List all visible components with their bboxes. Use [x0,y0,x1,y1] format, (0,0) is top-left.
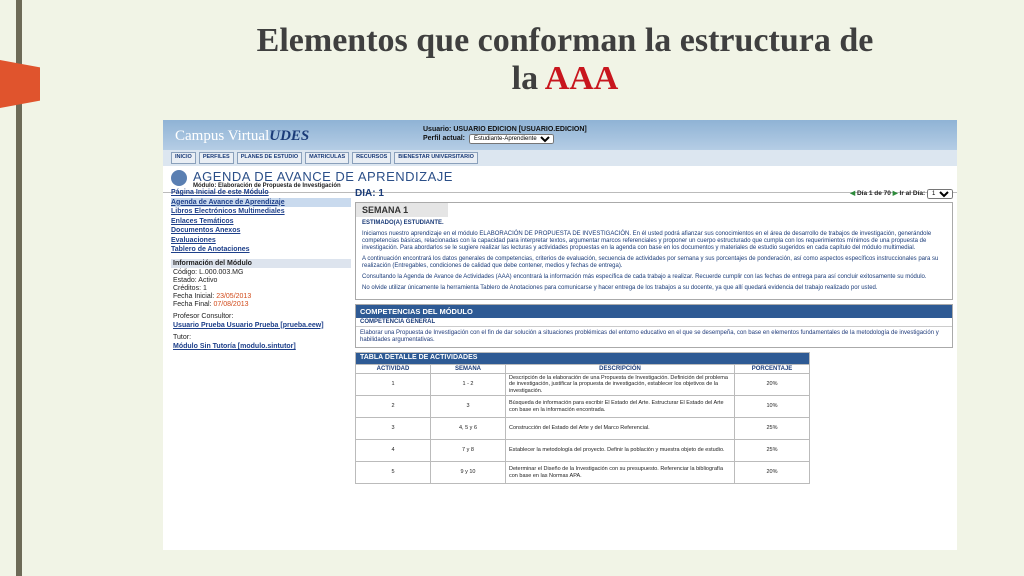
user-box: Usuario: USUARIO EDICION [USUARIO.EDICION] Perfil actual: Estudiante-Aprendiente [423,125,587,144]
embedded-screenshot [163,120,957,550]
week-panel [355,202,953,300]
table-row: 3 4, 5 y 6 Construcción del Estado del Arte y del Marco Referencial. 25% [356,418,810,440]
globe-icon [171,170,187,186]
table-row: 4 7 y 8 Establecer la metodología del proyecto. Definir la población y muestra objeto de estudio. 25% [356,440,810,462]
slide-arrow-shape [0,60,40,108]
tutor-link[interactable]: Módulo Sin Tutoría [modulo.sintutor] [173,343,296,350]
goto-day-select[interactable] [927,189,953,199]
competencia-text: Elaborar una Propuesta de Investigación con el fin de dar solución a situaciones problémicas del entorno educativo en el que se desempeña, con base en elementos fundamentales de la metodología de investigación y habilidades argumentativas. [360,330,939,343]
sidebar-link-documents[interactable]: Documentos Anexos [171,227,241,234]
day-row [355,188,953,202]
nav-recursos[interactable]: RECURSOS [352,152,391,164]
nav-planes[interactable]: PLANES DE ESTUDIO [237,152,302,164]
sidebar-link-evaluations[interactable]: Evaluaciones [171,236,216,244]
competencias-panel [355,304,953,348]
activities-table [355,352,810,484]
table-header: ACTIVIDAD SEMANA DESCRIPCIÓN PORCENTAJE [356,364,810,373]
top-nav [163,150,957,166]
sidebar-link-home[interactable]: Página Inicial de este Módulo [171,189,269,196]
consultor-link[interactable]: Usuario Prueba Usuario Prueba [prueba.eew] [173,321,324,329]
nav-inicio[interactable]: INICIO [171,152,196,164]
slide-title: Elementos que conforman la estructura de la AAA [256,22,874,97]
sidebar [171,188,351,353]
profile-select[interactable] [469,134,554,144]
week-body: ESTIMADO(A) ESTUDIANTE. Iniciamos nuestro aprendizaje en el módulo ELABORACIÓN DE PROPUESTA DE INVESTIGACIÓN. En él usted podrá afianzar sus conocimientos en el área de desarrollo de trabajos de investigación, generándole competencias básicas, relacionadas con la capacidad para interpretar textos, argumentar marcos referenciales y proponer un cuerpo estructurado que cumpla con los requerimientos mínimos de una propuesta de investigación. Para abordarlos se le sugiere realizar las lecturas y actividades propuestas en la agenda con base en los documentos y materiales de estudio sugeridos en cada capítulo del módulo multimedial. A continuación encontrará los datos generales de competencias, criterios de evaluación, secuencia de actividades por semana y sus porcentajes de ponderación, así como aspectos específicos instruccionales para su realización (Entregables, condiciones de calidad que debe contener, medios y fechas de entrega). Consultando la Agenda de Avance de Actividades (AAA) encontrará la información más específica de cada trabajo a realizar. Recuerde cumplir con las fechas de entrega para así concluir exitosamente su módulo. No olvide utilizar únicamente la herramienta Tablero de Anotaciones para comunicarse y hacer entrega de los trabajos a su docente, ya que allí quedará evidencia del trabajo realizado por usted. [362,220,939,291]
module-info: Código: L.000.003.MG Estado: Activo Créditos: 1 Fecha Inicial: 23/05/2013 Fecha Final: 07/08/2013 Profesor Consultor: Usuario Prueba Usuario Prueba [prueba.eew] Tutor: Módulo Sin Tutoría [modulo.sintutor] [171,268,351,353]
day-label: DIA: 1 [355,188,384,199]
slide-decoration [0,0,40,576]
campus-logo: Campus VirtualUDES [175,128,310,144]
sidebar-link-agenda[interactable]: Agenda de Avance de Aprendizaje [171,198,351,208]
next-day-icon[interactable]: ▶ [892,190,898,197]
sidebar-link-books[interactable]: Libros Electrónicos Multimediales [171,208,285,215]
competencias-title: COMPETENCIAS DEL MÓDULO [356,305,952,318]
competencia-general-label: COMPETENCIA GENERAL [356,318,952,327]
table-row: 5 9 y 10 Determinar el Diseño de la Investigación con su presupuesto. Referenciar la bibliografía con base en las Normas APA. 20% [356,462,810,484]
nav-bienestar[interactable]: BIENESTAR UNIVERSITARIO [394,152,478,164]
module-info-title: Información del Módulo [171,259,351,268]
app-header [163,120,957,150]
sidebar-link-links[interactable]: Enlaces Temáticos [171,217,234,225]
week-title: SEMANA 1 [356,203,448,217]
module-subtitle: Módulo: Elaboración de Propuesta de Investigación [193,183,341,189]
table-row: 2 3 Búsqueda de información para escribir El Estado del Arte. Estructurar El Estado del Arte con base en la información encontrada. 10% [356,396,810,418]
table-row: 1 1 - 2 Descripción de la elaboración de una Propuesta de Investigación. Definición del problema de investigación, justificar la propuesta de investigación, establecer los objetivos de la investigación. 20% [356,373,810,396]
agenda-title: AGENDA DE AVANCE DE APRENDIZAJE [193,169,453,184]
prev-day-icon[interactable]: ◀ [850,190,856,197]
sidebar-link-board[interactable]: Tablero de Anotaciones [171,246,250,253]
nav-perfiles[interactable]: PERFILES [199,152,234,164]
main-content [355,188,953,484]
activities-table-title: TABLA DETALLE DE ACTIVIDADES [356,353,810,365]
day-nav: ◀ Día 1 de 70 ▶ Ir al Día: 1 [850,189,953,199]
nav-matriculas[interactable]: MATRICULAS [305,152,349,164]
